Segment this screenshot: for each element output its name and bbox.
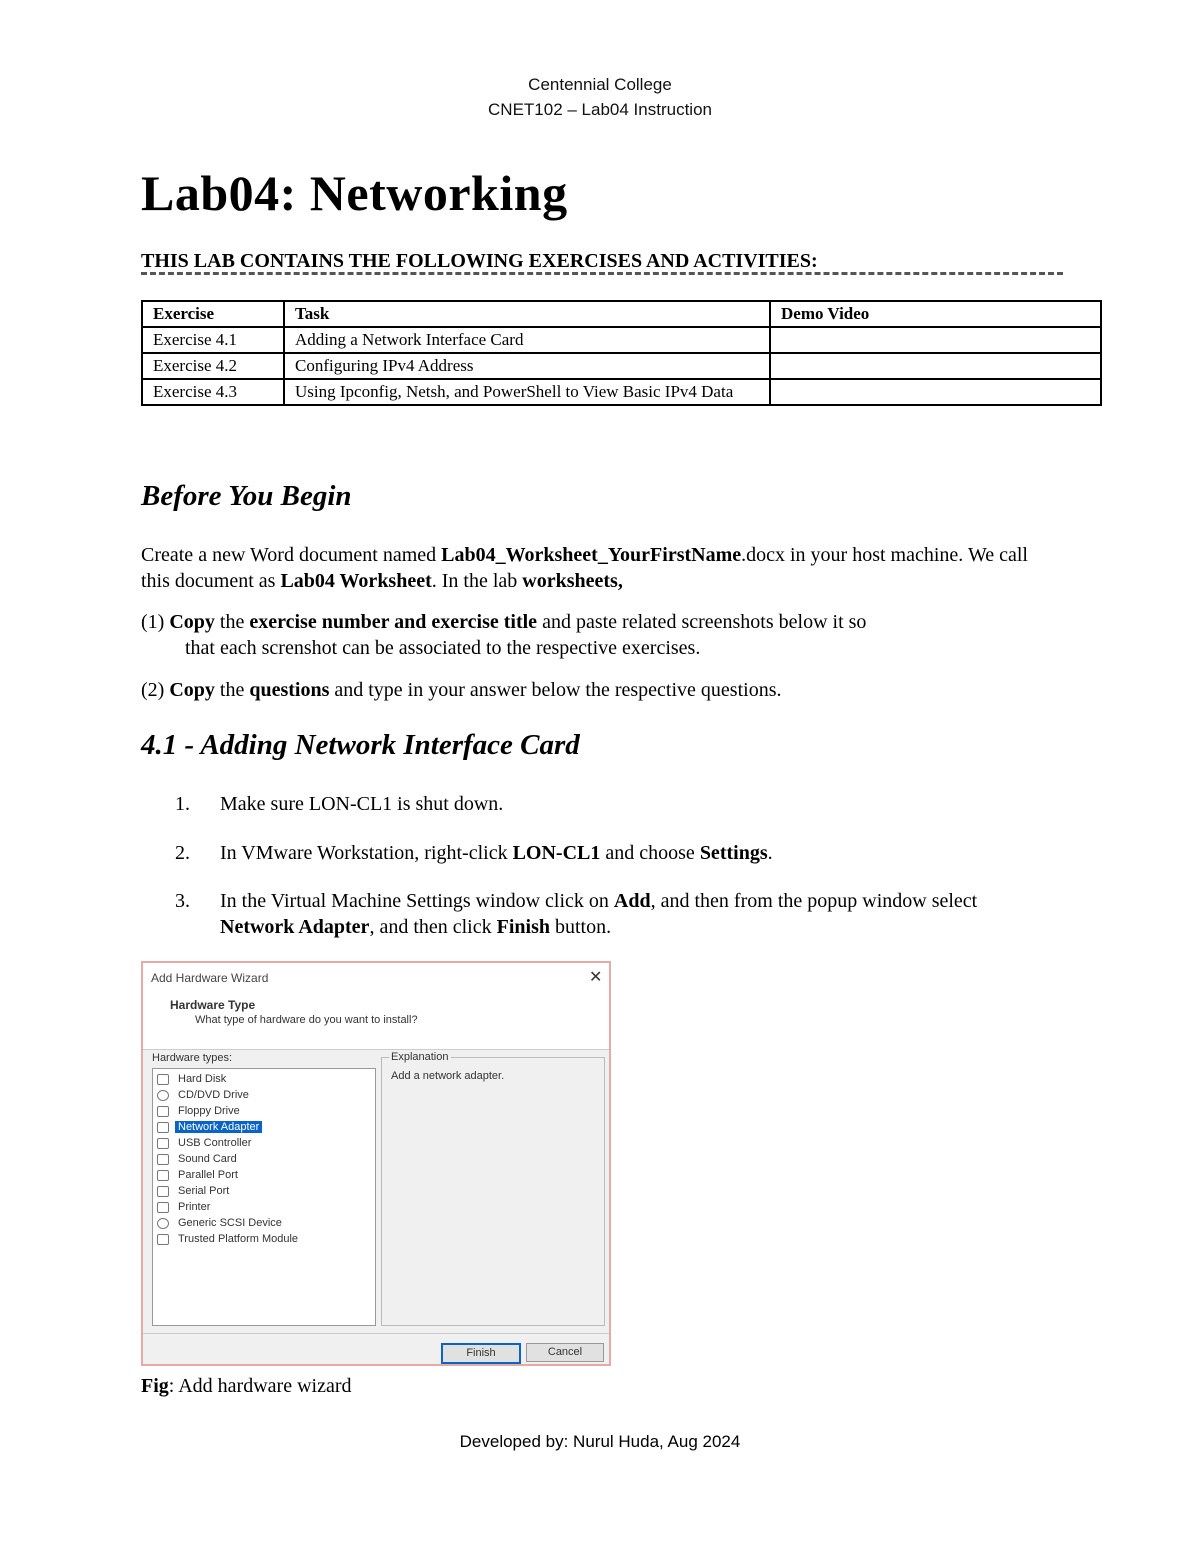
step-text-part: In the Virtual Machine Settings window click on [220,890,614,912]
list-item[interactable] [157,1136,254,1151]
list-item-label: Parallel Port [178,1169,238,1181]
step-text-part: In VMware Workstation, right-click [220,842,513,864]
exercise-table [141,300,1102,406]
cd-dvd-icon [157,1090,169,1101]
usb-icon [157,1138,169,1149]
list-item-label: Serial Port [178,1185,230,1197]
step-bold-part: Settings [699,842,768,864]
hard-disk-icon [157,1074,169,1085]
video-cell [770,353,1101,379]
add-hardware-wizard-screenshot [141,961,611,1366]
hardware-type-heading: Hardware Type [170,998,256,1012]
before-you-begin-heading: Before You Begin [141,480,352,512]
network-adapter-icon [157,1122,169,1133]
step-number: 2. [175,842,190,864]
cancel-button[interactable]: Cancel [526,1343,604,1362]
header-course: CNET102 – Lab04 Instruction [488,100,712,119]
section-4-1-heading: 4.1 - Adding Network Interface Card [141,729,580,761]
instruction-item-2 [141,677,1021,703]
item-number: (2) [141,679,170,701]
figure-caption [141,1375,352,1398]
item-continuation: that each screnshot can be associated to the respective exercises. [185,637,701,659]
explanation-group [381,1057,605,1326]
list-item-selected[interactable] [157,1120,262,1135]
scsi-icon [157,1218,169,1229]
parallel-port-icon [157,1170,169,1181]
wizard-title: Add Hardware Wizard [151,971,269,985]
step-bold-part: Network Adapter [220,916,370,938]
list-item[interactable] [157,1184,232,1199]
finish-button[interactable]: Finish [441,1343,521,1364]
intro-text: . In the lab [431,570,523,592]
step-text-part: button. [549,916,612,938]
floppy-icon [157,1106,169,1117]
explanation-text: Add a network adapter. [391,1070,505,1082]
table-header: Task [284,301,770,327]
list-item[interactable] [157,1232,301,1247]
item-bold-text: questions [249,679,330,701]
list-item[interactable] [157,1088,252,1103]
list-item-label: Network Adapter [175,1121,262,1133]
step-text: Make sure LON-CL1 is shut down. [220,793,504,815]
step-text-part: and choose [600,842,700,864]
close-icon[interactable]: ✕ [589,969,603,986]
serial-port-icon [157,1186,169,1197]
exercise-cell: Exercise 4.3 [142,379,284,405]
item-text: the [214,679,250,701]
step-bold-part: Add [613,890,651,912]
worksheets-word: worksheets, [522,570,623,592]
task-cell: Adding a Network Interface Card [284,327,770,353]
item-text: the [214,611,250,633]
hardware-types-label: Hardware types: [152,1052,233,1064]
copy-word: Copy [169,679,215,701]
tpm-icon [157,1234,169,1245]
instruction-item-1 [141,609,1021,661]
printer-icon [157,1202,169,1213]
list-item-label: Generic SCSI Device [178,1217,282,1229]
step-text-part: , and then click [369,916,497,938]
list-item-label: Trusted Platform Module [178,1233,299,1245]
table-header-row [142,301,1101,327]
list-item[interactable] [157,1216,285,1231]
list-item[interactable] [157,1072,229,1087]
exercise-cell: Exercise 4.2 [142,353,284,379]
explanation-label: Explanation [391,1051,449,1063]
list-item-label: CD/DVD Drive [178,1089,249,1101]
heading-underline [141,272,1063,275]
worksheet-name: Lab04 Worksheet [280,570,432,592]
video-cell [770,379,1101,405]
list-item-label: Floppy Drive [178,1105,240,1117]
sound-card-icon [157,1154,169,1165]
table-header: Demo Video [770,301,1101,327]
exercise-cell: Exercise 4.1 [142,327,284,353]
intro-paragraph [141,542,1041,594]
task-cell: Using Ipconfig, Netsh, and PowerShell to View Basic IPv4 Data [284,379,770,405]
step-number: 3. [175,890,190,912]
step-text-part: . [767,842,773,864]
footer: Developed by: Nurul Huda, Aug 2024 [459,1432,741,1451]
list-item-label: Sound Card [178,1153,237,1165]
item-bold-text: exercise number and exercise title [249,611,538,633]
list-item-label: USB Controller [178,1137,252,1149]
list-item[interactable] [157,1152,240,1167]
list-item[interactable] [157,1104,243,1119]
item-text: and type in your answer below the respective questions. [329,679,782,701]
step-bold-part: Finish [496,916,550,938]
list-item-label: Printer [178,1201,211,1213]
caption-text: : Add hardware wizard [168,1375,352,1397]
table-header: Exercise [142,301,284,327]
list-item[interactable] [157,1200,213,1215]
table-row [142,379,1101,405]
copy-word: Copy [169,611,215,633]
task-cell: Configuring IPv4 Address [284,353,770,379]
hardware-type-question: What type of hardware do you want to install? [195,1014,418,1026]
header-college: Centennial College [528,75,672,94]
step-text [220,888,1020,940]
video-cell [770,327,1101,353]
table-row [142,353,1101,379]
step-text-part: , and then from the popup window select [650,890,978,912]
list-item-label: Hard Disk [178,1073,227,1085]
list-item[interactable] [157,1168,241,1183]
intro-text: .docx in your host machine. We call this document as [141,544,1028,592]
caption-label: Fig [141,1375,169,1397]
worksheet-filename: Lab04_Worksheet_YourFirstName [441,544,742,566]
hardware-types-list[interactable] [152,1068,376,1326]
page-title: Lab04: Networking [141,165,568,221]
step-text [220,840,1020,866]
intro-text: Create a new Word document named [141,544,442,566]
contains-heading: THIS LAB CONTAINS THE FOLLOWING EXERCISES AND ACTIVITIES: [141,250,818,272]
item-text: and paste related screenshots below it so [537,611,867,633]
footer-divider [143,1333,609,1334]
item-number: (1) [141,611,170,633]
step-bold-part: LON-CL1 [512,842,601,864]
table-row [142,327,1101,353]
step-number: 1. [175,793,190,815]
